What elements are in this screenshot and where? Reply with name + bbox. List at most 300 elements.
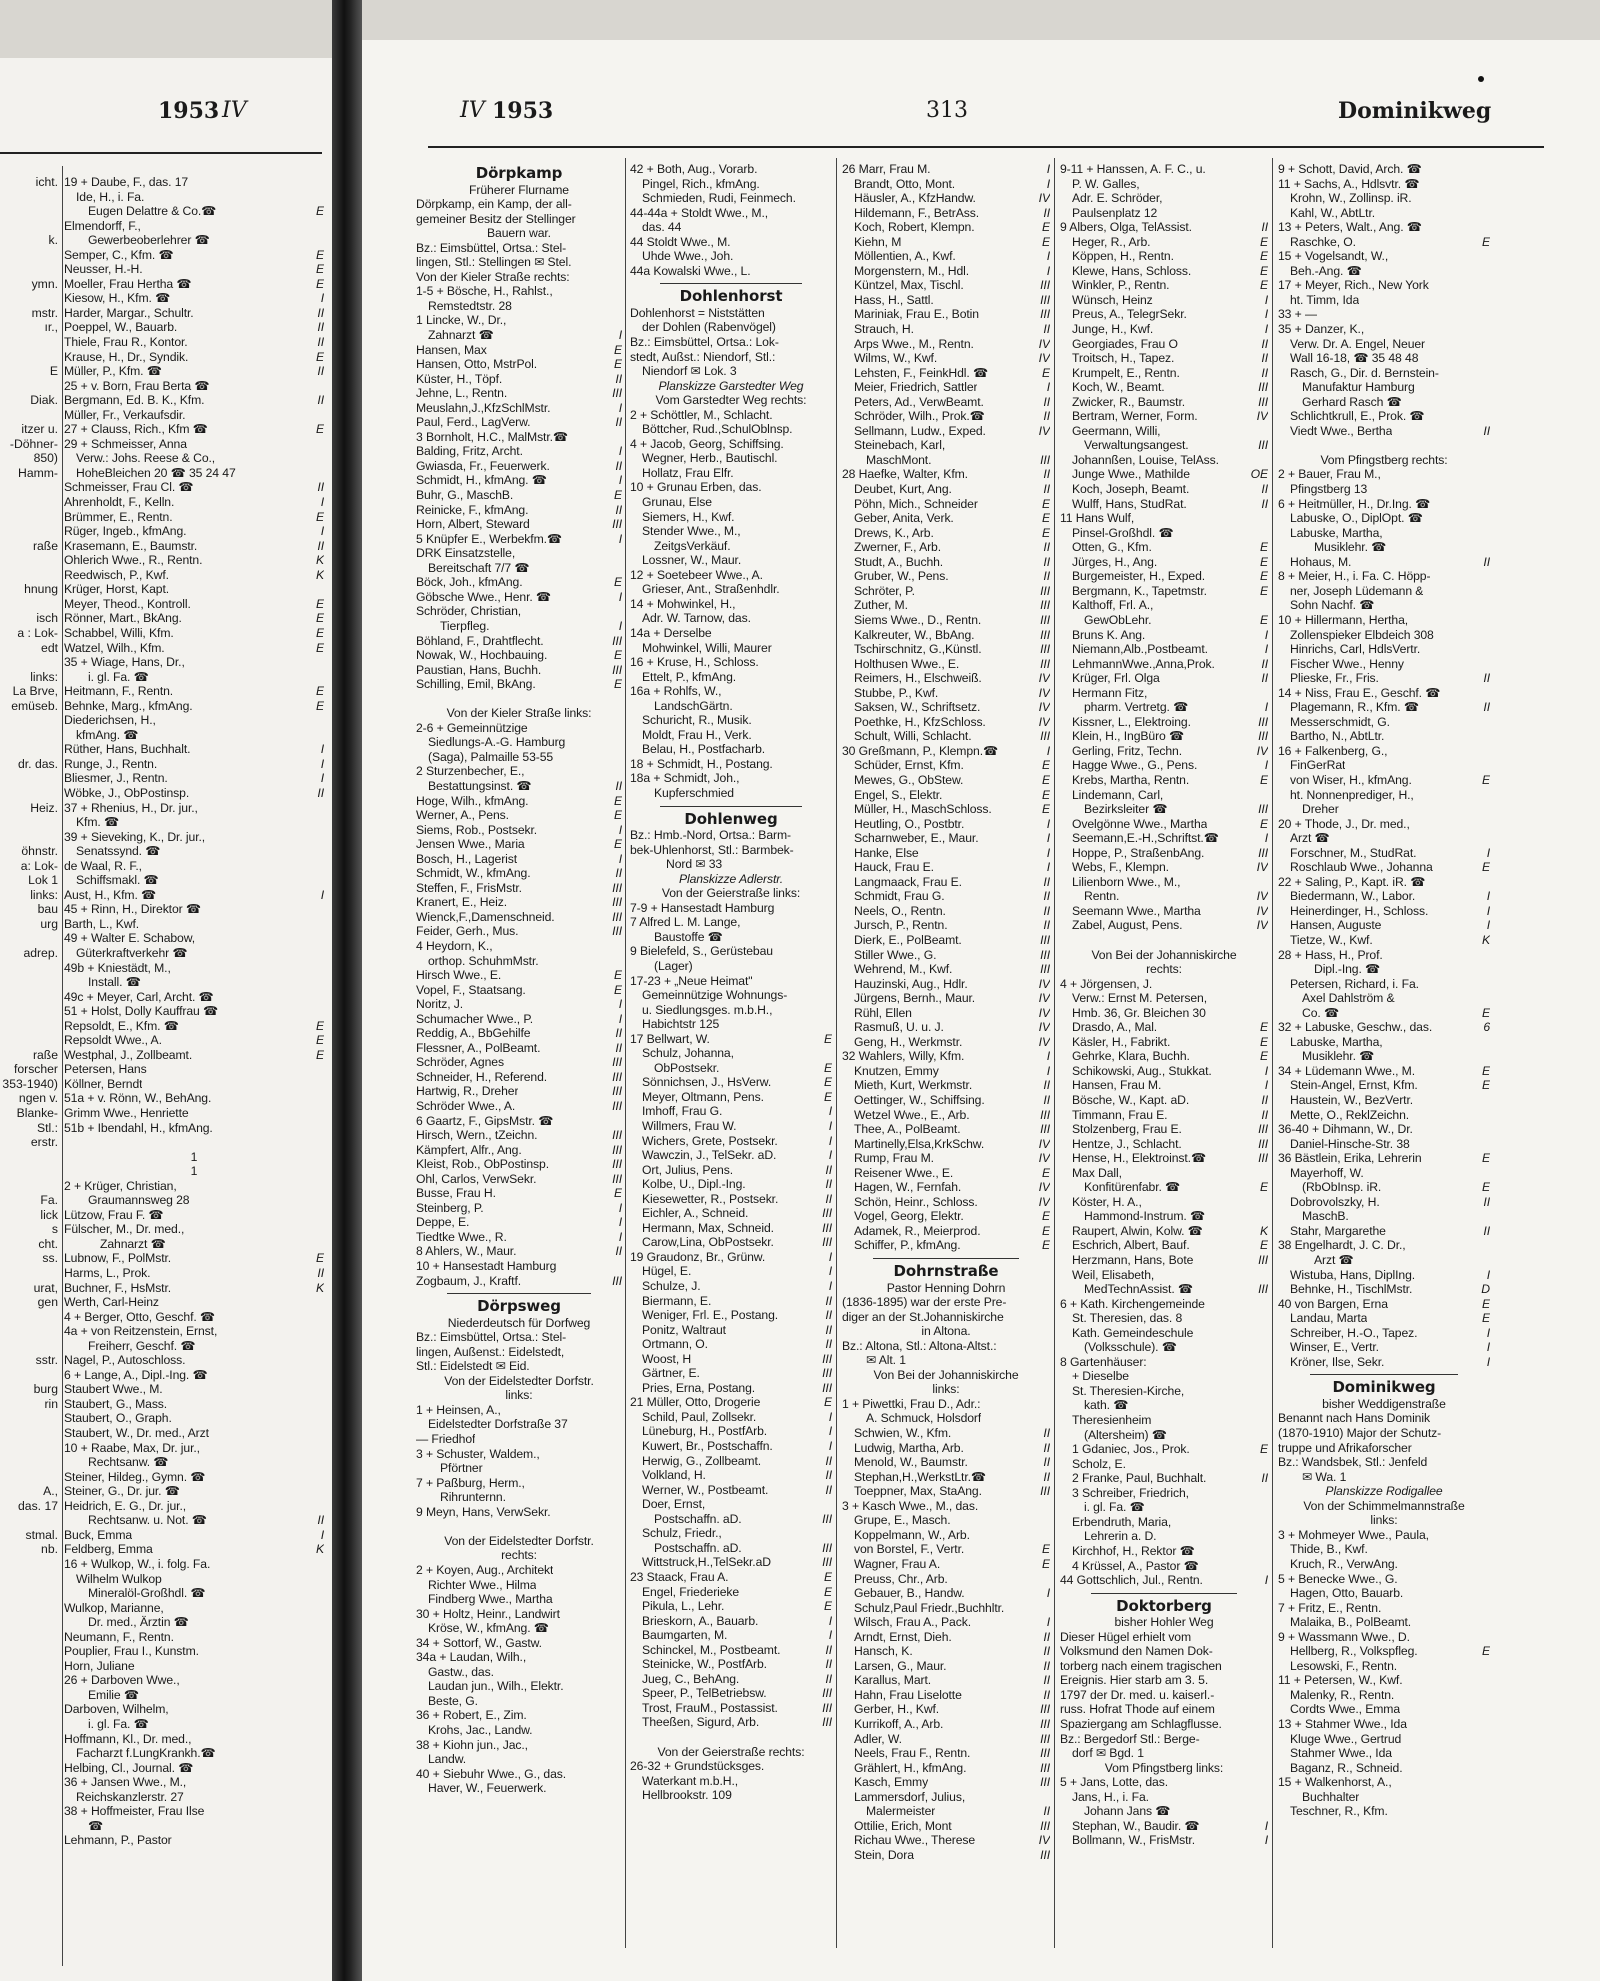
cropped-text-fragment: ymn. — [31, 276, 58, 291]
directory-entry — [416, 372, 622, 387]
directory-entry — [630, 1264, 832, 1279]
directory-entry — [842, 1673, 1050, 1688]
directory-entry — [842, 1819, 1050, 1834]
floor-marker: II — [1043, 467, 1050, 482]
entry-text: Graumannsweg 28 — [88, 1193, 190, 1208]
entry-text: Adr. E. Schröder, — [1072, 191, 1163, 206]
directory-entry — [630, 220, 832, 235]
directory-entry — [842, 1499, 1050, 1514]
floor-marker: E — [1259, 554, 1268, 569]
directory-entry — [1060, 1006, 1268, 1021]
entry-text: Kuwert, Br., Postschaffn. — [642, 1439, 773, 1454]
entry-text: Preuss, Chr., Arb. — [854, 1571, 948, 1586]
entry-text: Baganz, R., Schneid. — [1290, 1760, 1403, 1775]
entry-text: Schilling, Emil, BkAng. — [416, 677, 536, 692]
entry-text: Engel, Friederieke — [642, 1584, 740, 1599]
directory-entry — [64, 1281, 324, 1296]
entry-text: 29 + Schmeisser, Anna — [64, 436, 187, 451]
entry-text: 36-40 + Dihmann, W., Dr. — [1278, 1122, 1413, 1137]
directory-entry — [64, 844, 324, 859]
entry-text: Carow,Lina, ObPostsekr. — [642, 1235, 774, 1250]
directory-entry — [64, 1208, 324, 1223]
directory-entry — [842, 904, 1050, 919]
entry-text: Müller, P., Kfm. ☎ — [64, 364, 162, 379]
entry-text: Steffen, F., FrisMstr. — [416, 880, 522, 895]
entry-text: 7 + Fritz, E., Rentn. — [1278, 1600, 1382, 1615]
entry-text: 2 + Koyen, Aug., Architekt — [416, 1562, 554, 1577]
entry-text: Dohlenhorst = Niststätten — [630, 305, 765, 320]
entry-text: Roschlaub Wwe., Johanna — [1290, 860, 1433, 875]
section-note: 1 — [190, 1149, 198, 1164]
entry-text: pharm. Vertretg. ☎ — [1084, 700, 1189, 715]
directory-entry — [630, 480, 832, 495]
entry-text: Adamek, R., Meierprod. — [854, 1223, 981, 1238]
directory-entry — [1060, 409, 1268, 424]
directory-entry — [64, 946, 324, 961]
directory-entry — [630, 1730, 832, 1745]
entry-text: Bz.: Hmb.-Nord, Ortsa.: Barm- — [630, 828, 791, 843]
directory-entry — [1278, 846, 1490, 861]
entry-text: + Dieselbe — [1072, 1369, 1129, 1384]
right-header-year: 1953 — [492, 98, 554, 124]
entry-text: 17 + Meyer, Rich., New York — [1278, 278, 1429, 293]
floor-marker: I — [828, 1104, 832, 1119]
directory-entry — [1278, 1411, 1490, 1426]
entry-text: Buck, Emma — [64, 1527, 133, 1542]
directory-entry — [1060, 351, 1268, 366]
entry-text: St. Theresien, das. 8 — [1072, 1311, 1183, 1326]
entry-text: Kiehn, M — [854, 234, 902, 249]
entry-text: Timmann, Frau E. — [1072, 1107, 1168, 1122]
floor-marker: E — [1259, 249, 1268, 264]
entry-text: russ. Hofrat Thode auf einem — [1060, 1702, 1215, 1717]
entry-text: 10 + Hansestadt Hamburg — [416, 1259, 557, 1274]
directory-entry — [630, 1017, 832, 1032]
entry-text: 34a + Laudan, Wilh., — [416, 1650, 527, 1665]
directory-entry — [416, 473, 622, 488]
entry-text: Staubert, O., Graph. — [64, 1411, 172, 1426]
directory-entry — [842, 467, 1050, 482]
entry-text: Westphal, J., Zollbeamt. — [64, 1047, 193, 1062]
entry-text: 13 + Peters, Walt., Ang. ☎ — [1278, 220, 1422, 235]
floor-marker: III — [822, 1380, 832, 1395]
floor-marker: I — [618, 851, 622, 866]
directory-entry — [1060, 526, 1268, 541]
directory-entry — [416, 1055, 622, 1070]
directory-entry — [630, 1352, 832, 1367]
section-note: Pastor Henning Dohrn — [886, 1280, 1006, 1295]
entry-text: Horn, Juliane — [64, 1658, 135, 1673]
entry-text: Mohwinkel, Willi, Maurer — [642, 640, 772, 655]
directory-entry — [1060, 1630, 1268, 1645]
directory-entry — [630, 264, 832, 279]
entry-text: 5 + Benecke Wwe., G. — [1278, 1571, 1398, 1586]
cropped-text-fragment — [0, 1164, 58, 1179]
floor-marker: II — [1261, 482, 1268, 497]
floor-marker: E — [823, 1599, 832, 1614]
cropped-text-fragment — [0, 771, 58, 786]
directory-entry — [842, 962, 1050, 977]
entry-text: 37 + Rhenius, H., Dr. jur., — [64, 800, 198, 815]
entry-text: Schild, Paul, Zollsekr. — [642, 1409, 757, 1424]
entry-text: 20 + Thode, J., Dr. med., — [1278, 816, 1410, 831]
directory-entry — [1278, 773, 1490, 788]
street-heading: Dohlenweg — [684, 809, 778, 828]
entry-text: Holthusen Wwe., E. — [854, 656, 960, 671]
directory-entry — [1060, 1442, 1268, 1457]
directory-entry — [1060, 904, 1268, 919]
entry-text: Langmaack, Frau E. — [854, 874, 962, 889]
entry-text: 44 Gottschlich, Jul., Rentn. — [1060, 1573, 1203, 1588]
directory-entry — [630, 235, 832, 250]
floor-marker: E — [1041, 496, 1050, 511]
entry-text: Böttcher, Rud.,SchulOblnsp. — [642, 422, 793, 437]
directory-entry — [1060, 497, 1268, 512]
entry-text: 9 Albers, Olga, TelAssist. — [1060, 220, 1192, 235]
entry-text: 4 + Jörgensen, J. — [1060, 976, 1153, 991]
directory-entry — [64, 495, 324, 510]
directory-entry — [630, 1657, 832, 1672]
directory-entry — [416, 1230, 622, 1245]
directory-entry — [842, 322, 1050, 337]
cropped-text-fragment: La Brve, — [12, 684, 58, 699]
directory-entry — [64, 786, 324, 801]
section-divider — [873, 1258, 1019, 1259]
entry-text: Kruch, R., VerwAng. — [1290, 1556, 1398, 1571]
entry-text: Ottilie, Erich, Mont — [854, 1818, 952, 1833]
directory-entry — [630, 944, 832, 959]
entry-text: Mewes, G., ObStew. — [854, 772, 964, 787]
directory-entry — [1278, 1340, 1490, 1355]
col-rule-4 — [1272, 158, 1273, 1948]
entry-text: Saksen, W., Schriftsetz. — [854, 700, 981, 715]
entry-text: 2 + Schöttler, M., Schlacht. — [630, 407, 773, 422]
directory-entry — [1060, 686, 1268, 701]
directory-entry — [1060, 613, 1268, 628]
cropped-text-fragment — [0, 1426, 58, 1441]
cropped-text-fragment: stmal. — [25, 1527, 58, 1542]
entry-text: Wehrend, M., Kwf. — [854, 962, 953, 977]
floor-marker: III — [612, 1157, 622, 1172]
section-note: Von der Eidelstedter Dorfstr. — [444, 1373, 594, 1388]
directory-entry — [64, 219, 324, 234]
directory-entry — [630, 1715, 832, 1730]
entry-text — [1060, 933, 1063, 948]
directory-entry — [1060, 598, 1268, 613]
entry-text: Fischer Wwe., Henny — [1290, 656, 1404, 671]
directory-entry — [416, 590, 622, 605]
directory-entry — [1278, 1775, 1490, 1790]
entry-text: Mieth, Kurt, Werkmstr. — [854, 1078, 973, 1093]
directory-entry — [842, 235, 1050, 250]
floor-marker: II — [1261, 671, 1268, 686]
floor-marker: III — [1258, 1151, 1268, 1166]
entry-text: 49 + Walter E. Schabow, — [64, 931, 196, 946]
directory-entry — [842, 220, 1050, 235]
directory-entry — [630, 1555, 832, 1570]
entry-text: stedt, Außst.: Niendorf, Stl.: — [630, 349, 776, 364]
entry-text: Mineralöl-Großhdl. ☎ — [88, 1586, 206, 1601]
entry-text: Sellmann, Ludw., Exped. — [854, 423, 986, 438]
directory-entry — [842, 1644, 1050, 1659]
entry-text: 16 + Wulkop, W., i. folg. Fa. — [64, 1556, 211, 1571]
directory-entry — [842, 933, 1050, 948]
entry-text: der Dohlen (Rabenvögel) — [642, 320, 776, 335]
floor-marker: I — [1046, 831, 1050, 846]
directory-entry — [630, 1206, 832, 1221]
directory-entry — [842, 1833, 1050, 1848]
entry-text: Schneider, H., Referend. — [416, 1069, 548, 1084]
directory-entry — [630, 582, 832, 597]
directory-entry — [842, 1615, 1050, 1630]
directory-entry — [64, 233, 324, 248]
entry-text: Meuslahn,J.,KfzSchlMstr. — [416, 400, 551, 415]
directory-entry — [630, 1628, 832, 1643]
directory-entry — [1278, 860, 1490, 875]
directory-entry — [64, 1804, 324, 1819]
entry-text: Gewerbeoberlehrer ☎ — [88, 233, 210, 248]
directory-entry — [416, 532, 622, 547]
directory-entry — [64, 1572, 324, 1587]
entry-text: 16a + Rohlfs, W., — [630, 684, 722, 699]
entry-text: Heinerdinger, H., Schloss. — [1290, 903, 1429, 918]
entry-text: Meier, Friedrich, Sattler — [854, 380, 978, 395]
directory-entry — [1060, 1398, 1268, 1413]
floor-marker: E — [1041, 1556, 1050, 1571]
cropped-text-fragment: burg — [33, 1382, 58, 1397]
floor-marker: IV — [1038, 714, 1050, 729]
directory-entry — [64, 1601, 324, 1616]
directory-entry — [64, 1353, 324, 1368]
directory-entry — [1060, 1819, 1268, 1834]
directory-entry — [1278, 802, 1490, 817]
entry-text: Seemann,E.-H.,Schriftst.☎ — [1072, 831, 1219, 846]
entry-text: Klein, H., IngBüro ☎ — [1072, 729, 1185, 744]
directory-entry — [842, 860, 1050, 875]
floor-marker: III — [1258, 845, 1268, 860]
entry-text: Feider, Gerh., Mus. — [416, 924, 519, 939]
floor-marker: I — [1046, 1586, 1050, 1601]
entry-text: Thide, B., Kwf. — [1290, 1542, 1368, 1557]
floor-marker: E — [613, 575, 622, 590]
floor-marker: I — [1486, 1325, 1490, 1340]
directory-entry — [842, 875, 1050, 890]
floor-marker: III — [1258, 1253, 1268, 1268]
directory-entry — [1060, 249, 1268, 264]
cropped-text-fragment: 850) — [33, 451, 58, 466]
directory-entry — [64, 917, 324, 932]
floor-marker: I — [828, 1119, 832, 1133]
directory-entry — [1278, 977, 1490, 992]
entry-text: Landau, Marta — [1290, 1311, 1368, 1326]
floor-marker: II — [615, 371, 622, 386]
entry-text: Toeppner, Max, StaAng. — [854, 1484, 982, 1499]
cropped-text-fragment: urat, — [33, 1280, 58, 1295]
floor-marker: I — [320, 771, 324, 786]
directory-entry — [1278, 642, 1490, 657]
directory-entry — [416, 1186, 622, 1201]
entry-text: Neels, O., Rentn. — [854, 903, 946, 918]
directory-entry — [1060, 1108, 1268, 1123]
floor-marker: II — [1043, 1673, 1050, 1688]
entry-text: 40 + Siebuhr Wwe., G., das. — [416, 1766, 567, 1781]
directory-entry — [630, 1759, 832, 1774]
floor-marker: I — [1046, 1063, 1050, 1078]
entry-text: Dörpkamp, ein Kamp, der all- — [416, 197, 572, 212]
entry-text: Steiner, Hildeg., Gymn. ☎ — [64, 1469, 206, 1484]
entry-text: Staubert, G., Mass. — [64, 1396, 168, 1411]
directory-entry — [630, 320, 832, 335]
directory-entry — [64, 728, 324, 743]
directory-entry — [64, 1121, 324, 1136]
entry-text: Wetzel Wwe., E., Arb. — [854, 1107, 970, 1122]
floor-marker: E — [1259, 234, 1268, 249]
entry-text: von Borstel, F., Vertr. — [854, 1542, 965, 1557]
directory-entry — [630, 988, 832, 1003]
floor-marker: I — [1046, 1049, 1050, 1064]
directory-entry — [842, 1310, 1050, 1325]
floor-marker: I — [1264, 1818, 1268, 1833]
floor-marker: D — [1481, 1282, 1490, 1297]
floor-marker: II — [1043, 409, 1050, 424]
floor-marker: E — [315, 684, 324, 699]
entry-text: Herwig, G., Zollbeamt. — [642, 1453, 762, 1468]
directory-entry — [842, 729, 1050, 744]
directory-entry — [1060, 1369, 1268, 1384]
section-note: links: — [505, 1388, 533, 1403]
entry-text: Hansen, Max — [416, 342, 487, 357]
entry-text: Dieser Hügel erhielt vom — [1060, 1629, 1192, 1644]
entry-text: Rühl, Ellen — [854, 1005, 912, 1020]
directory-entry — [1278, 875, 1490, 890]
floor-marker: II — [825, 1453, 832, 1468]
floor-marker: II — [1043, 1078, 1050, 1093]
left-header-year: 1953 — [158, 98, 220, 124]
floor-marker: E — [613, 677, 622, 692]
floor-marker: E — [1259, 612, 1268, 627]
entry-text: Schreiber, H.-O., Tapez. — [1290, 1325, 1418, 1340]
entry-text: Lüneburg, H., PostfArb. — [642, 1424, 768, 1439]
directory-entry — [416, 852, 622, 867]
directory-entry — [64, 1339, 324, 1354]
entry-text — [416, 692, 419, 707]
floor-marker: III — [612, 662, 622, 677]
entry-text: Eschrich, Albert, Bauf. — [1072, 1238, 1190, 1253]
directory-entry — [64, 1135, 324, 1150]
floor-marker: IV — [1038, 336, 1050, 351]
directory-entry — [842, 1513, 1050, 1528]
entry-text: Nord ✉ 33 — [666, 857, 723, 872]
floor-marker: E — [613, 968, 622, 983]
directory-entry — [842, 526, 1050, 541]
floor-marker: I — [828, 1133, 832, 1148]
directory-entry — [64, 175, 324, 190]
directory-entry — [416, 1099, 622, 1114]
cropped-text-fragment — [0, 1441, 58, 1456]
directory-entry — [630, 1599, 832, 1614]
directory-entry — [630, 1090, 832, 1105]
section-note: Von der Kieler Straße links: — [446, 706, 592, 721]
entry-text: Rechtsanw. u. Not. ☎ — [88, 1513, 207, 1528]
directory-entry — [416, 1143, 622, 1158]
floor-marker: IV — [1256, 903, 1268, 918]
entry-text: Rihrunternn. — [440, 1490, 506, 1505]
floor-marker: III — [1258, 729, 1268, 744]
floor-marker: III — [1040, 1122, 1050, 1137]
directory-entry — [64, 466, 324, 481]
directory-entry — [1278, 1804, 1490, 1819]
entry-text: Engel, S., Elektr. — [854, 787, 943, 802]
directory-entry — [416, 837, 622, 852]
floor-marker: III — [822, 1686, 832, 1701]
entry-text: Bz.: Wandsbek, Stl.: Jenfeld — [1278, 1455, 1428, 1470]
section-note: rechts: — [501, 1548, 537, 1563]
section-divider — [1091, 1593, 1237, 1594]
floor-marker: III — [612, 924, 622, 939]
entry-text: Hagen, W., Fernfah. — [854, 1180, 962, 1195]
entry-text: P. W. Galles, — [1072, 176, 1140, 191]
cropped-text-fragment: ss. — [42, 1251, 58, 1266]
directory-entry — [630, 1424, 832, 1439]
directory-entry — [416, 1084, 622, 1099]
entry-text: Malermeister — [866, 1804, 936, 1819]
left-edge-fragments — [0, 175, 58, 1557]
directory-entry — [64, 1644, 324, 1659]
cropped-text-fragment: adrep. — [23, 945, 58, 960]
directory-entry — [64, 320, 324, 335]
entry-text: Rasch, G., Dir. d. Bernstein- — [1290, 365, 1439, 380]
directory-entry — [64, 1732, 324, 1747]
entry-text: Kolbe, U., Dipl.-Ing. — [642, 1177, 746, 1192]
floor-marker: III — [822, 1206, 832, 1221]
directory-entry — [1278, 1615, 1490, 1630]
directory-entry — [630, 495, 832, 510]
cropped-text-fragment: erstr. — [30, 1135, 58, 1150]
entry-text: Winser, E., Vertr. — [1290, 1340, 1379, 1355]
directory-entry — [842, 1238, 1050, 1253]
directory-entry — [1060, 453, 1268, 468]
entry-text: Stolzenberg, Frau E. — [1072, 1122, 1182, 1137]
floor-marker: III — [612, 1069, 622, 1084]
entry-text: 13 + Stahmer Wwe., Ida — [1278, 1716, 1407, 1731]
directory-entry — [416, 764, 622, 779]
directory-entry — [842, 482, 1050, 497]
cropped-text-fragment — [0, 291, 58, 306]
entry-text: Elmendorff, F., — [64, 218, 141, 233]
entry-text: Hmb. 36, Gr. Bleichen 30 — [1072, 1005, 1206, 1020]
directory-entry — [1278, 817, 1490, 832]
floor-marker: II — [317, 538, 324, 553]
directory-entry — [64, 335, 324, 350]
directory-entry — [1060, 1833, 1268, 1848]
directory-entry — [64, 1324, 324, 1339]
directory-entry — [842, 1166, 1050, 1181]
floor-marker: III — [1040, 1484, 1050, 1499]
entry-text: Schmidt, W., kfmAng. — [416, 866, 531, 881]
entry-text: Mette, O., ReklZeichn. — [1290, 1107, 1410, 1122]
entry-text: Haustein, W., BezVertr. — [1290, 1093, 1414, 1107]
entry-text: Hirsch, Wern., tZeichn. — [416, 1128, 538, 1143]
floor-marker: I — [1486, 903, 1490, 918]
directory-entry — [64, 902, 324, 917]
floor-marker: III — [822, 1511, 832, 1526]
entry-text: Jürges, H., Ang. — [1072, 554, 1158, 569]
floor-marker: I — [828, 1409, 832, 1424]
entry-text: ZeitgsVerkäuf. — [654, 538, 731, 553]
directory-entry — [1278, 715, 1490, 730]
entry-text: Waterkant m.b.H., — [642, 1773, 739, 1788]
directory-entry — [1278, 424, 1490, 439]
